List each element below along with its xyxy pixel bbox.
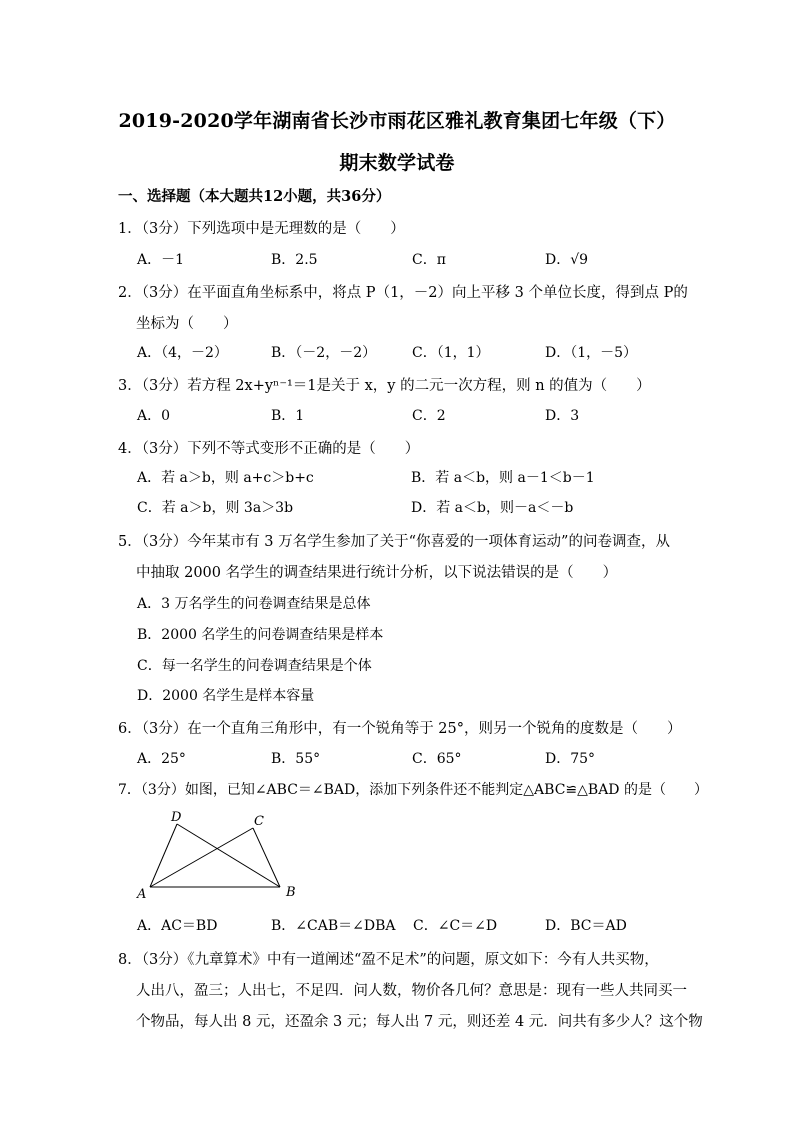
option-c: C．π xyxy=(412,252,446,268)
question-2-stem-cont: 坐标为（ ） xyxy=(136,316,238,332)
option-b: B．2000 名学生的问卷调查结果是样本 xyxy=(137,627,384,643)
label-a: A xyxy=(137,887,147,902)
option-b: B．1 xyxy=(271,408,305,424)
option-c: C．2 xyxy=(412,408,446,424)
question-2-stem: 2．（3分）在平面直角坐标系中，将点 P（1，－2）向上平移 3 个单位长度，得到点 P的 xyxy=(118,285,688,301)
label-d: D xyxy=(171,810,182,825)
option-a: A．（4，－2） xyxy=(137,345,228,361)
page-subtitle: 期末数学试卷 xyxy=(339,152,455,174)
option-a: A．0 xyxy=(137,408,171,424)
question-5-stem: 5．（3分）今年某市有 3 万名学生参加了关于“你喜爱的一项体育运动”的问卷调查，从 xyxy=(118,534,670,550)
question-3-stem: 3．（3分）若方程 2x+yⁿ⁻¹＝1是关于 x，y 的二元一次方程，则 n 的值为（ ） xyxy=(118,378,651,394)
label-c: C xyxy=(254,814,264,829)
triangle-figure xyxy=(135,808,305,903)
option-d: D．75° xyxy=(545,751,596,767)
option-b: B．（－2，－2） xyxy=(271,345,377,361)
option-c: C．∠C＝∠D xyxy=(413,918,498,934)
section-heading: 一、选择题（本大题共12小题，共36分） xyxy=(118,188,391,205)
option-c: C．65° xyxy=(412,751,462,767)
question-7-stem: 7．（3分）如图，已知∠ABC＝∠BAD，添加下列条件还不能判定△ABC≌△BAD 的是（ ） xyxy=(118,782,708,798)
page-title: 2019-2020学年湖南省长沙市雨花区雅礼教育集团七年级（下） xyxy=(118,110,676,132)
option-d: D．√9 xyxy=(545,252,589,268)
segment-ac xyxy=(150,828,253,887)
question-8-line1: 8．（3分）《九章算术》中有一道阐述“盈不足术”的问题，原文如下：今有人共买物， xyxy=(118,952,659,968)
segment-db xyxy=(177,824,280,887)
question-6-stem: 6．（3分）在一个直角三角形中，有一个锐角等于 25°，则另一个锐角的度数是（ ） xyxy=(118,721,682,737)
option-d: D．3 xyxy=(545,408,580,424)
label-b: B xyxy=(286,885,296,900)
option-d: D．（1，－5） xyxy=(545,345,638,361)
option-b: B．∠CAB＝∠DBA xyxy=(271,918,396,934)
option-a: A．25° xyxy=(137,751,186,767)
option-a: A．－1 xyxy=(137,252,185,268)
segment-cb xyxy=(253,828,280,887)
question-1-stem: 1．（3分）下列选项中是无理数的是（ ） xyxy=(118,221,405,237)
option-d: D．2000 名学生是样本容量 xyxy=(137,688,315,704)
option-a: A．AC＝BD xyxy=(137,918,218,934)
question-5-stem-cont: 中抽取 2000 名学生的调查结果进行统计分析，以下说法错误的是（ ） xyxy=(136,565,618,581)
option-c: C．若 a＞b，则 3a＞3b xyxy=(137,500,294,516)
question-8-line2: 人出八，盈三；人出七，不足四．问人数，物价各几何？意思是：现有一些人共同买一 xyxy=(136,983,687,999)
option-c: C．每一名学生的问卷调查结果是个体 xyxy=(137,658,372,674)
option-d: D．BC＝AD xyxy=(545,918,627,934)
segment-ad xyxy=(150,824,177,887)
option-b: B．2.5 xyxy=(271,252,318,268)
option-a: A．若 a＞b，则 a+c＞b+c xyxy=(137,470,314,486)
question-8-line3: 个物品，每人出 8 元，还盈余 3 元；每人出 7 元，则还差 4 元．问共有多少人？这个物 xyxy=(136,1014,703,1030)
option-a: A．3 万名学生的问卷调查结果是总体 xyxy=(137,596,371,612)
option-d: D．若 a＜b，则－a＜－b xyxy=(411,500,574,516)
option-b: B．若 a＜b，则 a－1＜b－1 xyxy=(411,470,595,486)
option-b: B．55° xyxy=(271,751,321,767)
question-4-stem: 4．（3分）下列不等式变形不正确的是（ ） xyxy=(118,441,420,457)
option-c: C．（1，1） xyxy=(412,345,490,361)
